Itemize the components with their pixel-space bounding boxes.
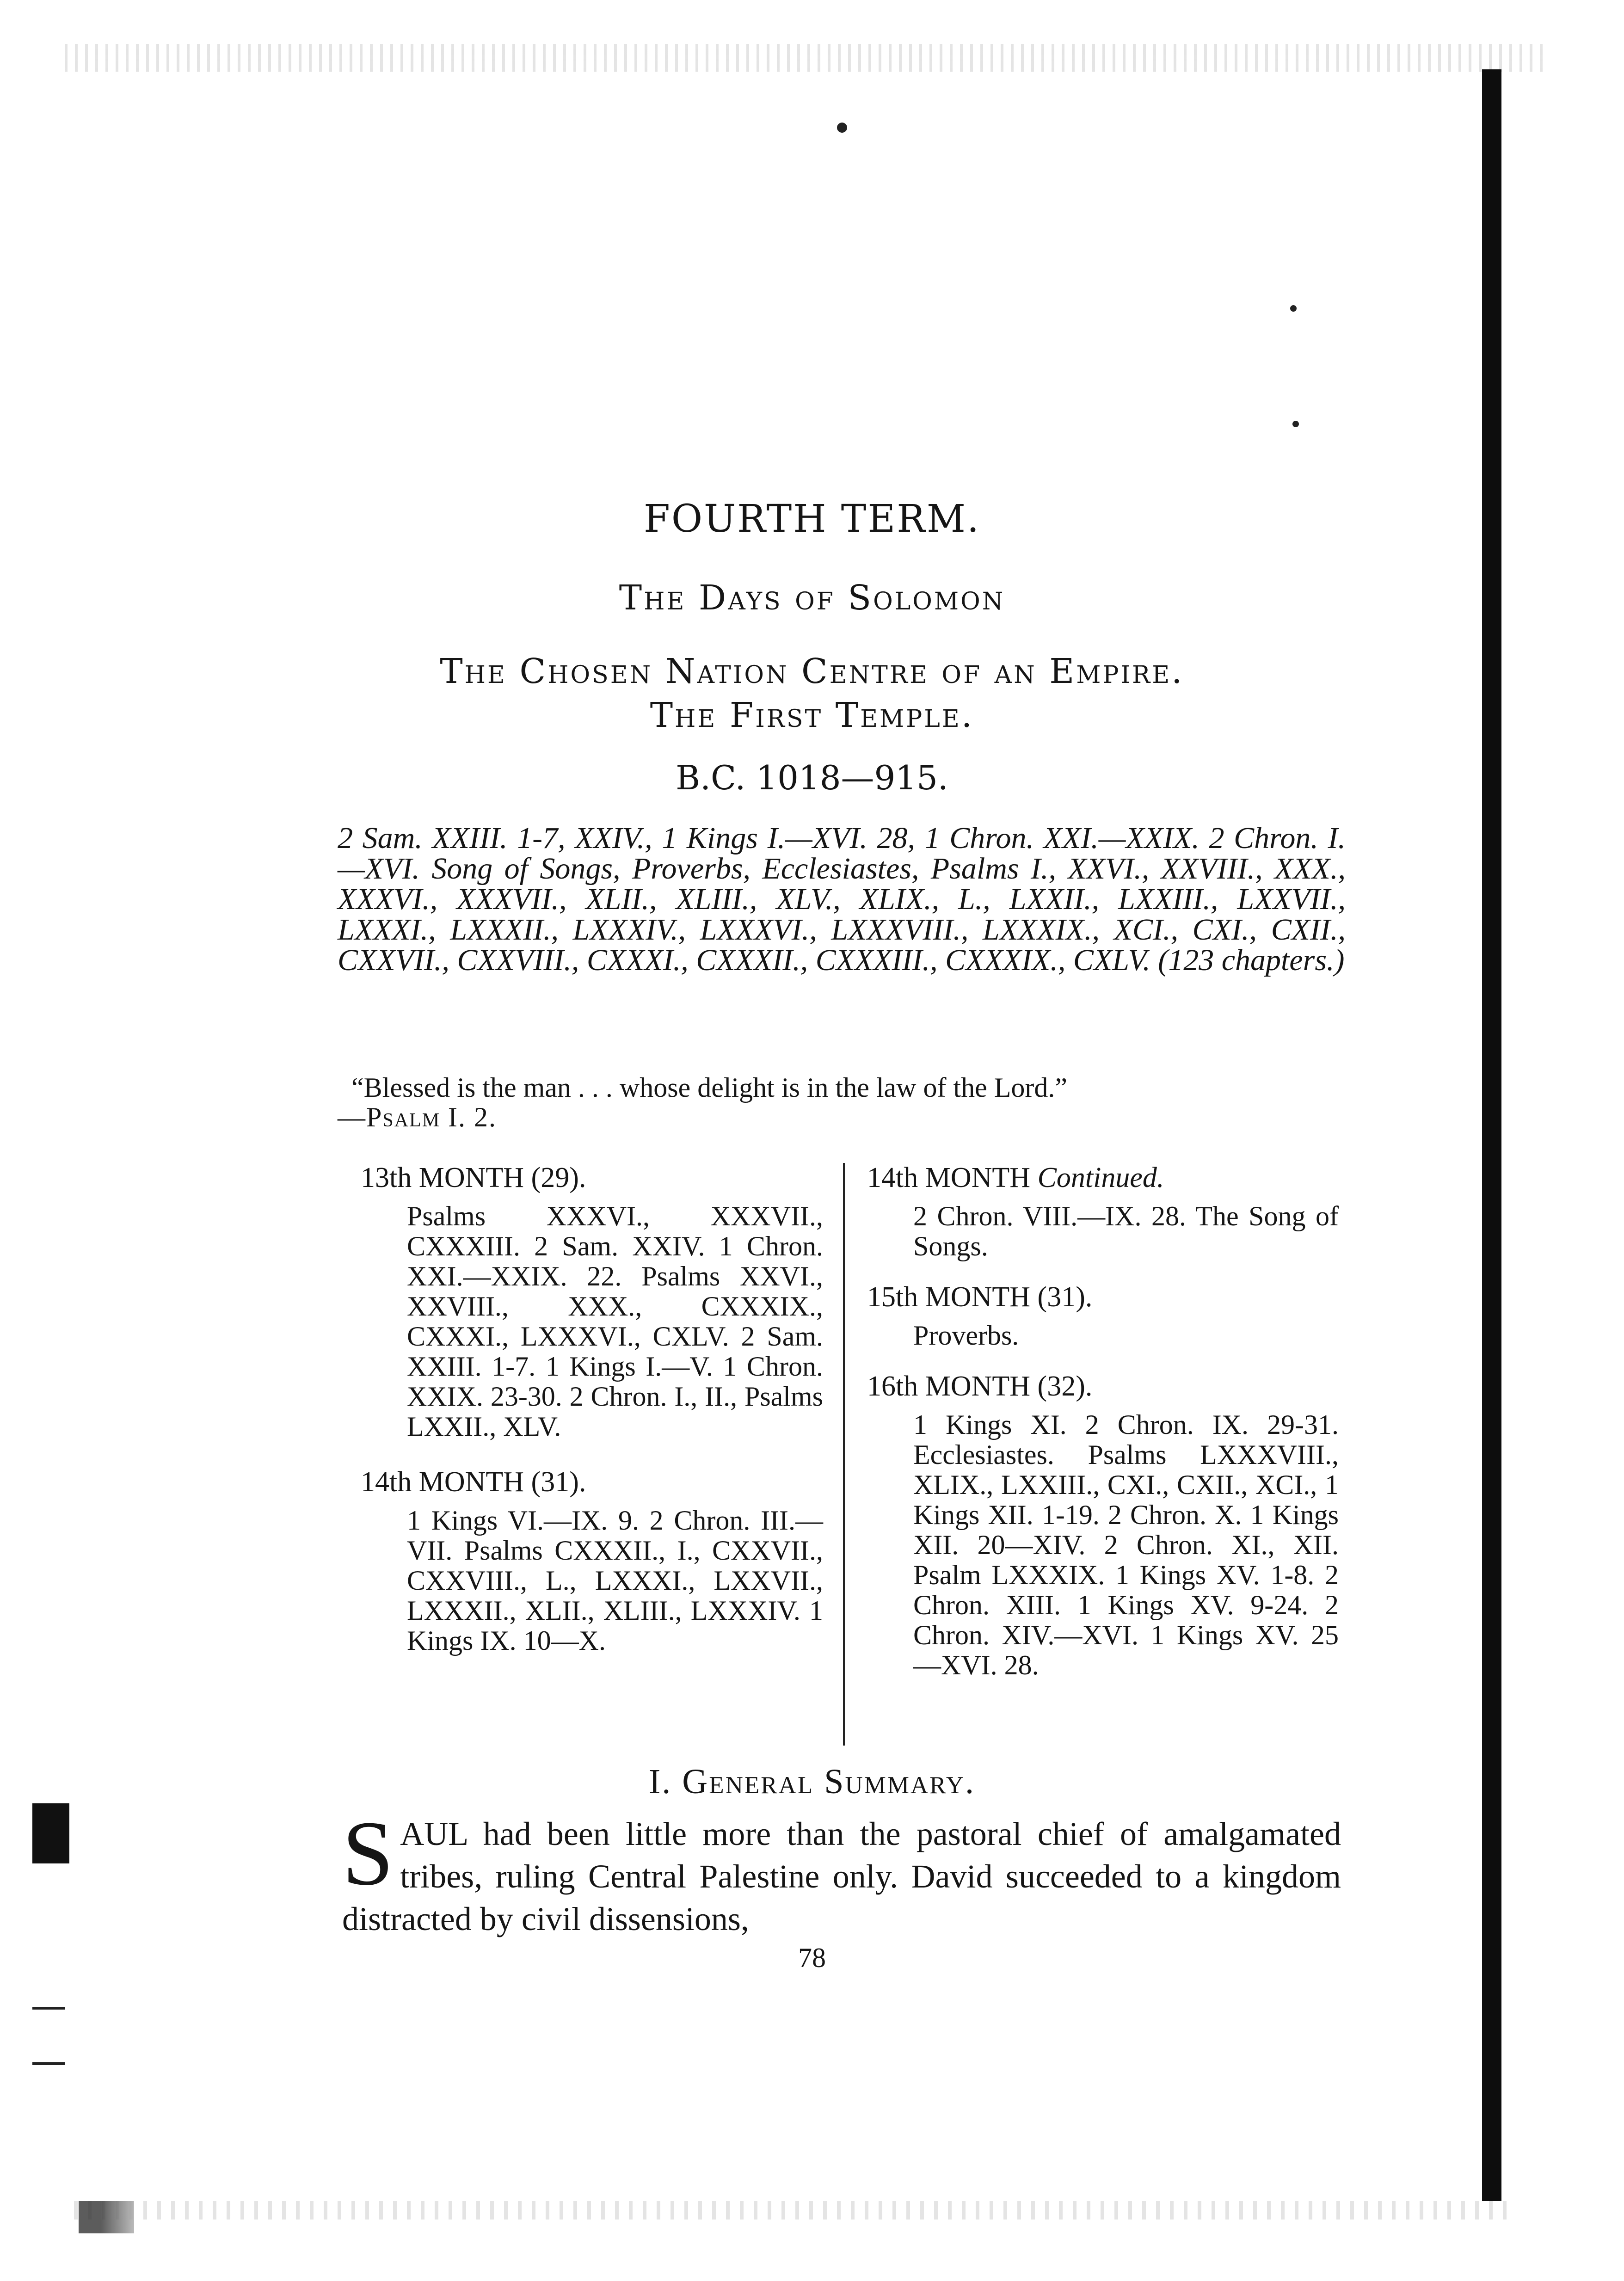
term-title: FOURTH TERM. — [643, 497, 981, 541]
subtitle-line: The Chosen Nation Centre of an Empire. — [440, 652, 1184, 691]
scan-margin-dash — [32, 2062, 65, 2065]
scan-margin-dash — [32, 2007, 65, 2010]
chapter-subtitle — [0, 650, 1624, 738]
reading-schedule-left — [361, 1163, 823, 1656]
date-range: B.C. 1018—915. — [676, 758, 948, 797]
month-entry — [361, 1163, 823, 1442]
month-heading-continued: Continued. — [1037, 1162, 1164, 1193]
subtitle-line: The First Temple. — [650, 695, 974, 735]
summary-text: AUL had been little more than the pastoral chief of amalgamated tribes, ruling Central Palestine only. David succeeded to a kingdom distracted by civil dissensions, — [342, 1815, 1341, 1937]
scan-speck — [837, 123, 847, 133]
month-heading — [867, 1163, 1339, 1193]
month-entry — [867, 1163, 1339, 1261]
scan-smudge — [79, 2201, 134, 2233]
month-heading: 16th MONTH (32). — [867, 1371, 1093, 1402]
scripture-references: 2 Sam. XXIII. 1-7, XXIV., 1 Kings I.—XVI. 28, 1 Chron. XXI.—XXIX. 2 Chron. I.—XVI. Song of Songs, Proverbs, Ecclesiastes, Psalms I., XXVI., XXVIII., XXX., XXXVI., XXXVII., XLII., XLIII., XLV., XLIX., L., LXXII., LXXIII., LXXVII., LXXXI., LXXXII., LXXXIV., LXXXVI., LXXXVIII., LXXXIX., XCI., CXI., CXII., CXXVII., CXXVIII., CXXXI., CXXXII., CXXXIII., CXXXIX., CXLV. (123 chapters.) — [338, 821, 1346, 977]
scan-speck — [1292, 421, 1299, 427]
scan-binding-shadow — [1482, 69, 1501, 2201]
page-number: 78 — [798, 1943, 826, 1973]
epigraph-text: “Blessed is the man . . . whose delight is in the law of the Lord.” — [351, 1072, 1068, 1103]
reading-schedule-right — [867, 1163, 1339, 1680]
month-heading: 15th MONTH (31). — [867, 1281, 1093, 1313]
month-readings: 1 Kings XI. 2 Chron. IX. 29-31. Ecclesiastes. Psalms LXXXVIII., XLIX., LXXIII., CXI., CXII., XCI., 1 Kings XII. 1-19. 2 Chron. X. 1 Kings XII. 20—XIV. 2 Chron. XI., XII. Psalm LXXXIX. 1 Kings XV. 1-8. 2 Chron. XIII. 1 Kings XV. 9-24. 2 Chron. XIV.—XVI. 1 Kings XV. 25—XVI. 28. — [913, 1409, 1339, 1680]
chapter-title: The Days of Solomon — [619, 578, 1005, 618]
month-heading: 13th MONTH (29). — [361, 1162, 586, 1193]
scan-edge-top — [65, 44, 1544, 72]
month-readings: Psalms XXXVI., XXXVII., CXXXIII. 2 Sam. XXIV. 1 Chron. XXI.—XXIX. 22. Psalms XXVI., XXVIII., XXX., CXXXIX., CXXXI., LXXXVI., CXLV. 2 Sam. XXIII. 1-7. 1 Kings I.—V. 1 Chron. XXIX. 23-30. 2 Chron. I., II., Psalms LXXII., XLV. — [407, 1201, 823, 1442]
month-readings: 1 Kings VI.—IX. 9. 2 Chron. III.—VII. Psalms CXXXII., I., CXXVII., CXXVIII., L., LXXXI., LXXVII., LXXXII., XLII., XLIII., LXXXIV. 1 Kings IX. 10—X. — [407, 1505, 823, 1656]
month-readings: Proverbs. — [913, 1320, 1019, 1351]
month-heading-label: 14th MONTH — [867, 1162, 1038, 1193]
month-readings: 2 Chron. VIII.—IX. 28. The Song of Songs. — [913, 1201, 1339, 1261]
section-heading: I. General Summary. — [649, 1762, 975, 1801]
epigraph-citation: —Psalm I. 2. — [338, 1102, 497, 1132]
column-divider — [843, 1163, 845, 1746]
month-entry — [361, 1467, 823, 1656]
epigraph — [338, 1072, 1346, 1132]
month-entry — [867, 1282, 1339, 1351]
scan-margin-mark — [32, 1803, 69, 1863]
scan-speck — [1290, 305, 1297, 312]
summary-paragraph — [342, 1802, 1341, 1940]
month-entry — [867, 1371, 1339, 1680]
scan-edge-bottom — [74, 2201, 1507, 2220]
drop-cap: S — [342, 1802, 394, 1905]
month-heading: 14th MONTH (31). — [361, 1466, 586, 1498]
